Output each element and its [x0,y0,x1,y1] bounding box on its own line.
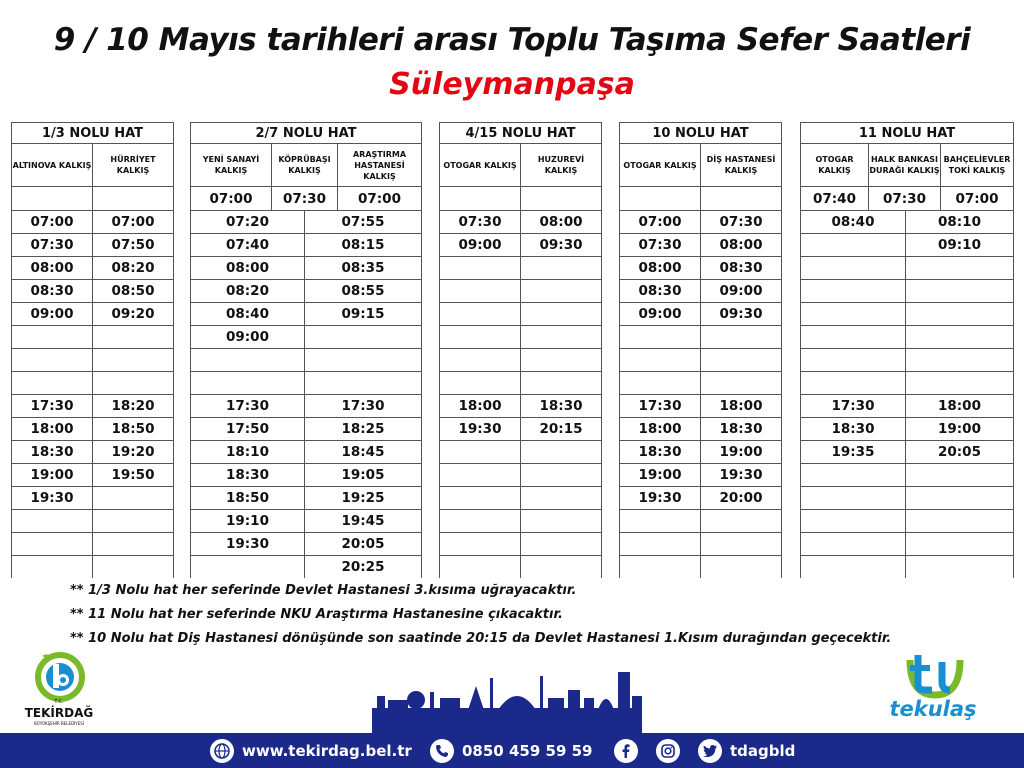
social-handle: tdagbld [730,741,796,760]
table-row [191,280,422,303]
time-cell: 17:30 [191,395,305,418]
time-cell [801,556,906,579]
time-cell [906,533,1014,556]
time-cell [521,441,602,464]
table-row [12,303,174,326]
time-cell [801,280,906,303]
time-cell [620,533,701,556]
table-row [12,372,174,395]
time-cell [701,349,782,372]
time-cell: 08:15 [305,234,422,257]
time-cell: 08:20 [191,280,305,303]
time-cell: 18:30 [701,418,782,441]
table-row [620,418,782,441]
time-cell [521,257,602,280]
time-cell: 20:15 [521,418,602,441]
stop-header: ALTINOVA KALKIŞ [12,144,93,187]
time-cell [801,303,906,326]
table-row [620,257,782,280]
time-cell: 20:00 [701,487,782,510]
time-cell: 07:40 [191,234,305,257]
table-row [191,326,422,349]
time-cell: 18:30 [620,441,701,464]
table-row [801,441,1014,464]
time-cell: 08:10 [906,211,1014,234]
time-cell: 19:20 [93,441,174,464]
time-cell [801,510,906,533]
time-cell [801,326,906,349]
time-cell: 09:00 [12,303,93,326]
time-cell: 19:35 [801,441,906,464]
time-cell: 08:20 [93,257,174,280]
table-row [620,556,782,579]
phone-text: 0850 459 59 59 [462,741,593,760]
time-cell: 09:30 [521,234,602,257]
time-cell [906,257,1014,280]
table-row [440,533,602,556]
table-row [620,441,782,464]
table-row [440,395,602,418]
time-cell: 07:00 [191,187,272,211]
time-cell [801,464,906,487]
time-cell [12,510,93,533]
district-subtitle: Süleymanpaşa [389,67,635,102]
time-cell: 18:20 [93,395,174,418]
table-row [801,533,1014,556]
time-cell: 08:00 [521,211,602,234]
hat-title: 2/7 NOLU HAT [191,123,422,144]
time-cell: 18:50 [191,487,305,510]
time-cell [801,487,906,510]
table-row [440,418,602,441]
stop-header: HALK BANKASI DURAĞI KALKIŞ [869,144,941,187]
stop-header: DİŞ HASTANESİ KALKIŞ [701,144,782,187]
time-cell [440,303,521,326]
time-cell: 19:30 [440,418,521,441]
table-row [12,510,174,533]
table-row [801,257,1014,280]
time-cell: 19:30 [620,487,701,510]
time-cell [93,372,174,395]
time-cell: 07:20 [191,211,305,234]
table-row [801,487,1014,510]
table-row [440,487,602,510]
time-cell: 20:25 [305,556,422,579]
table-row [620,280,782,303]
time-cell [906,372,1014,395]
time-cell: 07:00 [93,211,174,234]
time-cell: 07:00 [338,187,422,211]
table-row [440,211,602,234]
table-row [620,234,782,257]
time-cell [305,349,422,372]
instagram-link[interactable] [656,733,688,768]
stop-header: ARAŞTIRMA HASTANESİ KALKIŞ [338,144,422,187]
time-cell: 17:30 [801,395,906,418]
table-row [801,234,1014,257]
table-row [801,418,1014,441]
stop-header: BAHÇELİEVLER TOKİ KALKIŞ [941,144,1014,187]
table-row [12,464,174,487]
time-cell [906,487,1014,510]
time-cell [93,487,174,510]
time-cell: 17:50 [191,418,305,441]
time-cell: 19:50 [93,464,174,487]
phone-link[interactable] [430,733,592,768]
timetable-hat-2-7 [190,122,422,578]
time-cell [93,556,174,579]
table-row [191,372,422,395]
hat-title: 10 NOLU HAT [620,123,782,144]
time-cell: 07:30 [272,187,338,211]
logo-tekirdag-name: TEKİRDAĞ [24,706,94,720]
stop-header: OTOGAR KALKIŞ [620,144,701,187]
time-cell: 08:30 [701,257,782,280]
time-cell: 09:00 [620,303,701,326]
twitter-icon [698,739,722,763]
time-cell [440,441,521,464]
time-cell: 07:00 [620,211,701,234]
time-cell: 18:00 [12,418,93,441]
time-cell: 20:05 [906,441,1014,464]
table-row [12,211,174,234]
table-row [801,303,1014,326]
time-cell [440,326,521,349]
table-row [191,533,422,556]
time-cell: 08:40 [801,211,906,234]
timetable-hat-11 [800,122,1014,578]
timetable-hat-1-3 [11,122,174,578]
table-row [440,349,602,372]
time-cell [521,349,602,372]
time-cell [93,510,174,533]
time-cell: 19:30 [701,464,782,487]
time-cell: 19:30 [12,487,93,510]
table-row [620,533,782,556]
time-cell [521,464,602,487]
table-row [191,395,422,418]
time-cell [906,464,1014,487]
time-cell [620,326,701,349]
time-cell: 17:30 [305,395,422,418]
time-cell: 07:55 [305,211,422,234]
time-cell [521,280,602,303]
time-cell: 08:30 [12,280,93,303]
time-cell [191,372,305,395]
table-row [12,487,174,510]
time-cell: 18:50 [93,418,174,441]
timetable-hat-4-15 [439,122,602,578]
time-cell: 19:30 [191,533,305,556]
time-cell [521,556,602,579]
time-cell: 07:30 [701,211,782,234]
stop-header: HÜRRİYET KALKIŞ [93,144,174,187]
time-cell [440,257,521,280]
time-cell [12,326,93,349]
table-row [801,510,1014,533]
time-cell: 19:00 [701,441,782,464]
time-cell [701,326,782,349]
time-cell: 07:00 [941,187,1014,211]
stop-header: KÖPRÜBAŞI KALKIŞ [272,144,338,187]
table-row [801,372,1014,395]
time-cell [521,326,602,349]
page-title: 9 / 10 Mayıs tarihleri arası Toplu Taşıma Sefer Saatleri [53,22,971,58]
time-cell [906,280,1014,303]
table-row [440,441,602,464]
time-cell: 19:25 [305,487,422,510]
stop-header: HUZUREVİ KALKIŞ [521,144,602,187]
time-cell: 20:05 [305,533,422,556]
time-cell: 19:10 [191,510,305,533]
time-cell [521,510,602,533]
time-cell [906,556,1014,579]
time-cell: 17:30 [12,395,93,418]
table-row [620,211,782,234]
time-cell: 07:30 [12,234,93,257]
table-row [620,372,782,395]
stop-header: OTOGAR KALKIŞ [440,144,521,187]
time-cell [701,556,782,579]
table-row [12,234,174,257]
phone-icon [430,739,454,763]
time-cell [801,372,906,395]
table-row [12,533,174,556]
logo-tc-text: T.C. [54,699,64,705]
time-cell: 19:00 [12,464,93,487]
time-cell [305,372,422,395]
time-cell [305,326,422,349]
time-cell: 07:00 [12,211,93,234]
time-cell: 18:30 [521,395,602,418]
table-row [440,303,602,326]
table-row [620,395,782,418]
time-cell: 07:30 [869,187,941,211]
time-cell [191,349,305,372]
time-cell: 09:10 [906,234,1014,257]
time-cell: 09:30 [701,303,782,326]
table-row [440,510,602,533]
time-cell [701,372,782,395]
table-row [440,464,602,487]
time-cell: 09:15 [305,303,422,326]
time-cell: 08:00 [12,257,93,280]
time-cell: 07:50 [93,234,174,257]
time-cell: 18:00 [906,395,1014,418]
time-cell: 08:55 [305,280,422,303]
time-cell: 07:30 [440,211,521,234]
time-cell [620,349,701,372]
table-row [191,211,422,234]
timetable-hat-10 [619,122,782,578]
time-cell: 08:30 [620,280,701,303]
logo-tekulas-name: tekulaş [889,697,977,721]
table-row [12,349,174,372]
globe-icon [210,739,234,763]
time-cell [93,326,174,349]
twitter-link[interactable] [698,733,795,768]
time-cell [620,372,701,395]
table-row [440,257,602,280]
time-cell [93,533,174,556]
logo-tekirdag-sub: BÜYÜKŞEHİR BELEDİYESİ [34,721,84,726]
time-cell: 17:30 [620,395,701,418]
time-cell [701,510,782,533]
time-cell [12,349,93,372]
time-cell: 18:25 [305,418,422,441]
table-row [801,280,1014,303]
table-row [620,326,782,349]
table-row [12,418,174,441]
table-row [191,510,422,533]
time-cell [93,349,174,372]
time-cell: 18:30 [12,441,93,464]
stop-header: OTOGAR KALKIŞ [801,144,869,187]
facebook-link[interactable] [614,733,646,768]
time-cell [12,372,93,395]
table-row [12,441,174,464]
time-cell: 09:00 [191,326,305,349]
time-cell [620,510,701,533]
table-row [440,326,602,349]
time-cell: 08:00 [620,257,701,280]
time-cell: 18:30 [191,464,305,487]
hat-title: 4/15 NOLU HAT [440,123,602,144]
time-cell: 19:45 [305,510,422,533]
table-row [801,464,1014,487]
time-cell: 18:10 [191,441,305,464]
time-cell: 09:00 [440,234,521,257]
city-skyline-icon [372,668,642,734]
time-cell [440,349,521,372]
table-row [440,280,602,303]
table-row [12,257,174,280]
time-cell [440,510,521,533]
time-cell [440,487,521,510]
table-row [440,372,602,395]
table-row [801,211,1014,234]
table-row [440,234,602,257]
time-cell: 19:00 [906,418,1014,441]
time-cell [521,372,602,395]
table-row [801,326,1014,349]
time-cell [906,303,1014,326]
time-cell [801,257,906,280]
time-cell [906,349,1014,372]
hat-title: 11 NOLU HAT [801,123,1014,144]
note-1: ** 1/3 Nolu hat her seferinde Devlet Hastanesi 3.kısıma uğrayacaktır. [70,583,577,598]
table-row [620,464,782,487]
stop-header: YENİ SANAYİ KALKIŞ [191,144,272,187]
table-row [12,280,174,303]
time-cell [620,556,701,579]
time-cell: 09:20 [93,303,174,326]
table-row [620,510,782,533]
time-cell: 08:50 [93,280,174,303]
time-cell: 18:45 [305,441,422,464]
time-cell [440,372,521,395]
table-row [191,349,422,372]
table-row [12,556,174,579]
time-cell: 19:05 [305,464,422,487]
time-cell: 08:00 [191,257,305,280]
table-row [191,556,422,579]
table-row [191,303,422,326]
table-row [801,349,1014,372]
note-2: ** 11 Nolu hat her seferinde NKU Araştırma Hastanesine çıkacaktır. [70,607,563,622]
time-cell: 18:30 [801,418,906,441]
table-row [191,464,422,487]
time-cell [521,303,602,326]
time-cell [440,280,521,303]
time-cell: 08:00 [701,234,782,257]
table-row [620,303,782,326]
table-row [12,326,174,349]
table-row [801,556,1014,579]
table-row [620,487,782,510]
time-cell [701,533,782,556]
note-3: ** 10 Nolu hat Diş Hastanesi dönüşünde son saatinde 20:15 da Devlet Hastanesi 1.Kısım durağından geçecektir. [70,631,892,646]
table-row [191,487,422,510]
table-row [12,395,174,418]
time-cell: 08:35 [305,257,422,280]
time-cell [440,464,521,487]
website-text: www.tekirdag.bel.tr [242,741,412,760]
time-cell [12,556,93,579]
time-cell: 08:40 [191,303,305,326]
time-cell [521,533,602,556]
facebook-icon [614,739,638,763]
table-row [191,441,422,464]
instagram-icon [656,739,680,763]
time-cell [906,326,1014,349]
table-row [191,234,422,257]
time-cell: 18:00 [440,395,521,418]
time-cell [906,510,1014,533]
hat-title: 1/3 NOLU HAT [12,123,174,144]
website-link[interactable] [210,733,412,768]
table-row [801,395,1014,418]
time-cell: 18:00 [620,418,701,441]
time-cell [191,556,305,579]
time-cell: 19:00 [620,464,701,487]
time-cell [801,349,906,372]
time-cell [440,533,521,556]
time-cell [801,533,906,556]
time-cell: 07:40 [801,187,869,211]
time-cell: 18:00 [701,395,782,418]
table-row [191,418,422,441]
table-row [620,349,782,372]
time-cell: 09:00 [701,280,782,303]
table-row [191,257,422,280]
time-cell: 07:30 [620,234,701,257]
table-row [440,556,602,579]
time-cell [521,487,602,510]
time-cell [440,556,521,579]
time-cell [12,533,93,556]
time-cell [801,234,906,257]
